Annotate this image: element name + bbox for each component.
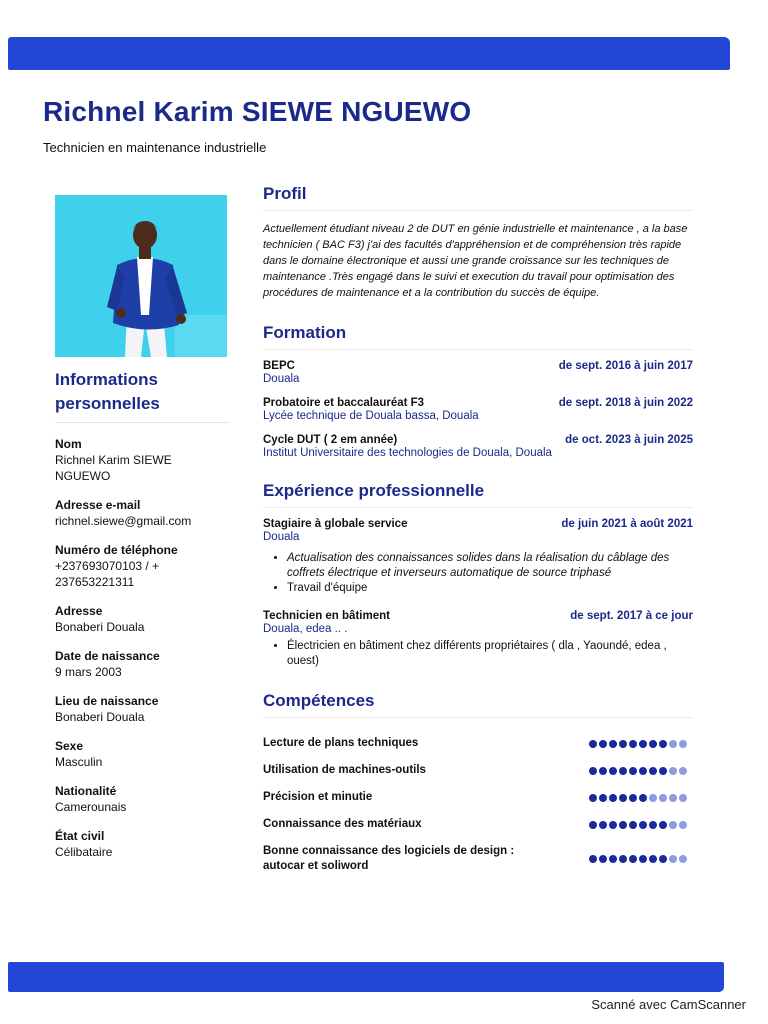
rating-dot-filled — [629, 821, 637, 829]
rating-dot-filled — [589, 855, 597, 863]
entry-place: Douala, edea .. . — [263, 623, 348, 635]
rating-dot-filled — [649, 855, 657, 863]
entry-title: Probatoire et baccalauréat F3 — [263, 397, 425, 409]
entry-date: de sept. 2016 à juin 2017 — [558, 360, 693, 372]
rating-dot-filled — [599, 740, 607, 748]
skill-row — [263, 790, 693, 805]
rating-dot-filled — [659, 740, 667, 748]
skill-row — [263, 817, 693, 832]
rating-dot-filled — [629, 767, 637, 775]
skill-rating — [589, 794, 687, 802]
rating-dot-filled — [639, 855, 647, 863]
bullet-item: • Actualisation des connaissances solides dans la réalisation du câblage des coffrets électrique et inverseurs automatique de source triphasé — [287, 551, 693, 581]
rating-dot-filled — [659, 821, 667, 829]
entry-date: de oct. 2023 à juin 2025 — [565, 434, 693, 446]
profile-photo — [55, 195, 227, 357]
skill-name: Lecture de plans techniques — [263, 737, 419, 749]
bullet-list — [263, 639, 693, 669]
info-label: Adresse e-mail — [55, 498, 141, 512]
profile-text: Actuellement étudiant niveau 2 de DUT en génie industrielle et maintenance , a la base technicien ( BAC F3) j'ai des facultés d'appréhension et de compréhension très rapide dans le domaine électronique et aussi une grande croissance sur les techniques de maintenance .Très engagé dans le suivi et execution du travail pour optimisation des procédures de maintenance et a la contribution du succès de équipe. — [263, 223, 688, 299]
entry-title: Technicien en bâtiment — [263, 610, 390, 622]
rating-dot-filled — [609, 740, 617, 748]
education-entry — [263, 434, 693, 461]
skill-name: Connaissance des matériaux — [263, 818, 422, 830]
main-column — [263, 180, 693, 886]
rating-dot-filled — [589, 794, 597, 802]
rating-dot-empty — [679, 855, 687, 863]
entry-place: Douala — [263, 373, 300, 385]
rating-dot-empty — [649, 794, 657, 802]
bullet-item: • Travail d'équipe — [287, 581, 693, 596]
candidate-name: Richnel Karim SIEWE NGUEWO — [43, 96, 472, 127]
skill-name: Précision et minutie — [263, 791, 373, 803]
skill-rating — [589, 740, 687, 748]
info-value: Richnel Karim SIEWE NGUEWO — [55, 453, 172, 483]
entry-place: Douala — [263, 531, 300, 543]
info-value: Camerounais — [55, 800, 127, 814]
skill-name: Bonne connaissance des logiciels de design : autocar et soliword — [263, 845, 515, 872]
education-entry — [263, 397, 693, 424]
personal-info-column — [55, 368, 230, 874]
skill-rating — [589, 855, 687, 863]
bullet-item: • Électricien en bâtiment chez différents propriétaires ( dla , Yaoundé, edea , ouest) — [287, 639, 693, 669]
info-item-email — [55, 498, 230, 529]
entry-date: de sept. 2017 à ce jour — [570, 610, 693, 622]
rating-dot-empty — [679, 794, 687, 802]
bullet-list — [263, 551, 693, 596]
rating-dot-filled — [599, 821, 607, 829]
rating-dot-filled — [649, 821, 657, 829]
top-banner — [8, 37, 730, 70]
education-entry — [263, 360, 693, 387]
info-item-birthdate — [55, 649, 230, 680]
rating-dot-filled — [599, 794, 607, 802]
info-item-sex — [55, 739, 230, 770]
rating-dot-empty — [669, 794, 677, 802]
rating-dot-filled — [589, 740, 597, 748]
entry-place: Institut Universitaire des technologies de Douala, Douala — [263, 447, 552, 459]
entry-title: Cycle DUT ( 2 em année) — [263, 434, 398, 446]
scan-watermark: Scanné avec CamScanner — [591, 997, 746, 1012]
info-value: 9 mars 2003 — [55, 665, 122, 679]
info-item-birthplace — [55, 694, 230, 725]
skills-list — [263, 736, 693, 874]
rating-dot-filled — [599, 855, 607, 863]
profile-heading: Profil — [263, 180, 693, 211]
info-value: Bonaberi Douala — [55, 710, 145, 724]
skill-row — [263, 844, 693, 874]
rating-dot-filled — [639, 767, 647, 775]
rating-dot-filled — [659, 767, 667, 775]
skill-name: Utilisation de machines-outils — [263, 764, 426, 776]
rating-dot-empty — [669, 855, 677, 863]
rating-dot-filled — [599, 767, 607, 775]
rating-dot-filled — [619, 767, 627, 775]
info-label: Sexe — [55, 739, 84, 753]
rating-dot-filled — [629, 855, 637, 863]
rating-dot-filled — [619, 794, 627, 802]
rating-dot-filled — [639, 794, 647, 802]
entry-title: Stagiaire à globale service — [263, 518, 408, 530]
experience-entry — [263, 610, 693, 669]
skill-rating — [589, 767, 687, 775]
rating-dot-filled — [639, 821, 647, 829]
experience-heading: Expérience professionnelle — [263, 477, 693, 508]
experience-entry — [263, 518, 693, 596]
rating-dot-filled — [649, 740, 657, 748]
email-value: richnel.siewe@gmail.com — [55, 514, 192, 528]
rating-dot-filled — [629, 740, 637, 748]
info-label: Nationalité — [55, 784, 117, 798]
info-label: Nom — [55, 437, 82, 451]
info-item-phone — [55, 543, 230, 590]
info-item-name — [55, 437, 230, 484]
info-value: Célibataire — [55, 845, 113, 859]
rating-dot-filled — [609, 821, 617, 829]
rating-dot-filled — [619, 821, 627, 829]
info-value: Bonaberi Douala — [55, 620, 145, 634]
rating-dot-filled — [619, 855, 627, 863]
education-heading: Formation — [263, 319, 693, 350]
rating-dot-filled — [609, 855, 617, 863]
skill-row — [263, 763, 693, 778]
rating-dot-filled — [649, 767, 657, 775]
rating-dot-filled — [629, 794, 637, 802]
phone-value: +237693070103 / + 237653221311 — [55, 559, 160, 589]
rating-dot-filled — [609, 794, 617, 802]
entry-place: Lycée technique de Douala bassa, Douala — [263, 410, 479, 422]
rating-dot-empty — [669, 821, 677, 829]
info-label: Date de naissance — [55, 649, 160, 663]
info-label: Adresse — [55, 604, 103, 618]
info-item-address — [55, 604, 230, 635]
personal-info-heading: Informations personnelles — [55, 368, 230, 423]
skills-heading: Compétences — [263, 687, 693, 718]
rating-dot-filled — [589, 767, 597, 775]
bottom-banner — [8, 962, 724, 992]
info-value: Masculin — [55, 755, 103, 769]
rating-dot-filled — [609, 767, 617, 775]
person-illustration — [55, 195, 227, 357]
info-label: Numéro de téléphone — [55, 543, 178, 557]
rating-dot-filled — [639, 740, 647, 748]
entry-date: de juin 2021 à août 2021 — [561, 518, 693, 530]
info-item-civil-status — [55, 829, 230, 860]
rating-dot-empty — [669, 767, 677, 775]
info-item-nationality — [55, 784, 230, 815]
rating-dot-empty — [659, 794, 667, 802]
rating-dot-empty — [679, 740, 687, 748]
info-label: État civil — [55, 829, 105, 843]
rating-dot-filled — [619, 740, 627, 748]
skill-row — [263, 736, 693, 751]
rating-dot-empty — [669, 740, 677, 748]
job-title: Technicien en maintenance industrielle — [43, 140, 267, 155]
rating-dot-filled — [659, 855, 667, 863]
rating-dot-empty — [679, 821, 687, 829]
skill-rating — [589, 821, 687, 829]
entry-title: BEPC — [263, 360, 295, 372]
rating-dot-empty — [679, 767, 687, 775]
info-label: Lieu de naissance — [55, 694, 159, 708]
entry-date: de sept. 2018 à juin 2022 — [558, 397, 693, 409]
rating-dot-filled — [589, 821, 597, 829]
